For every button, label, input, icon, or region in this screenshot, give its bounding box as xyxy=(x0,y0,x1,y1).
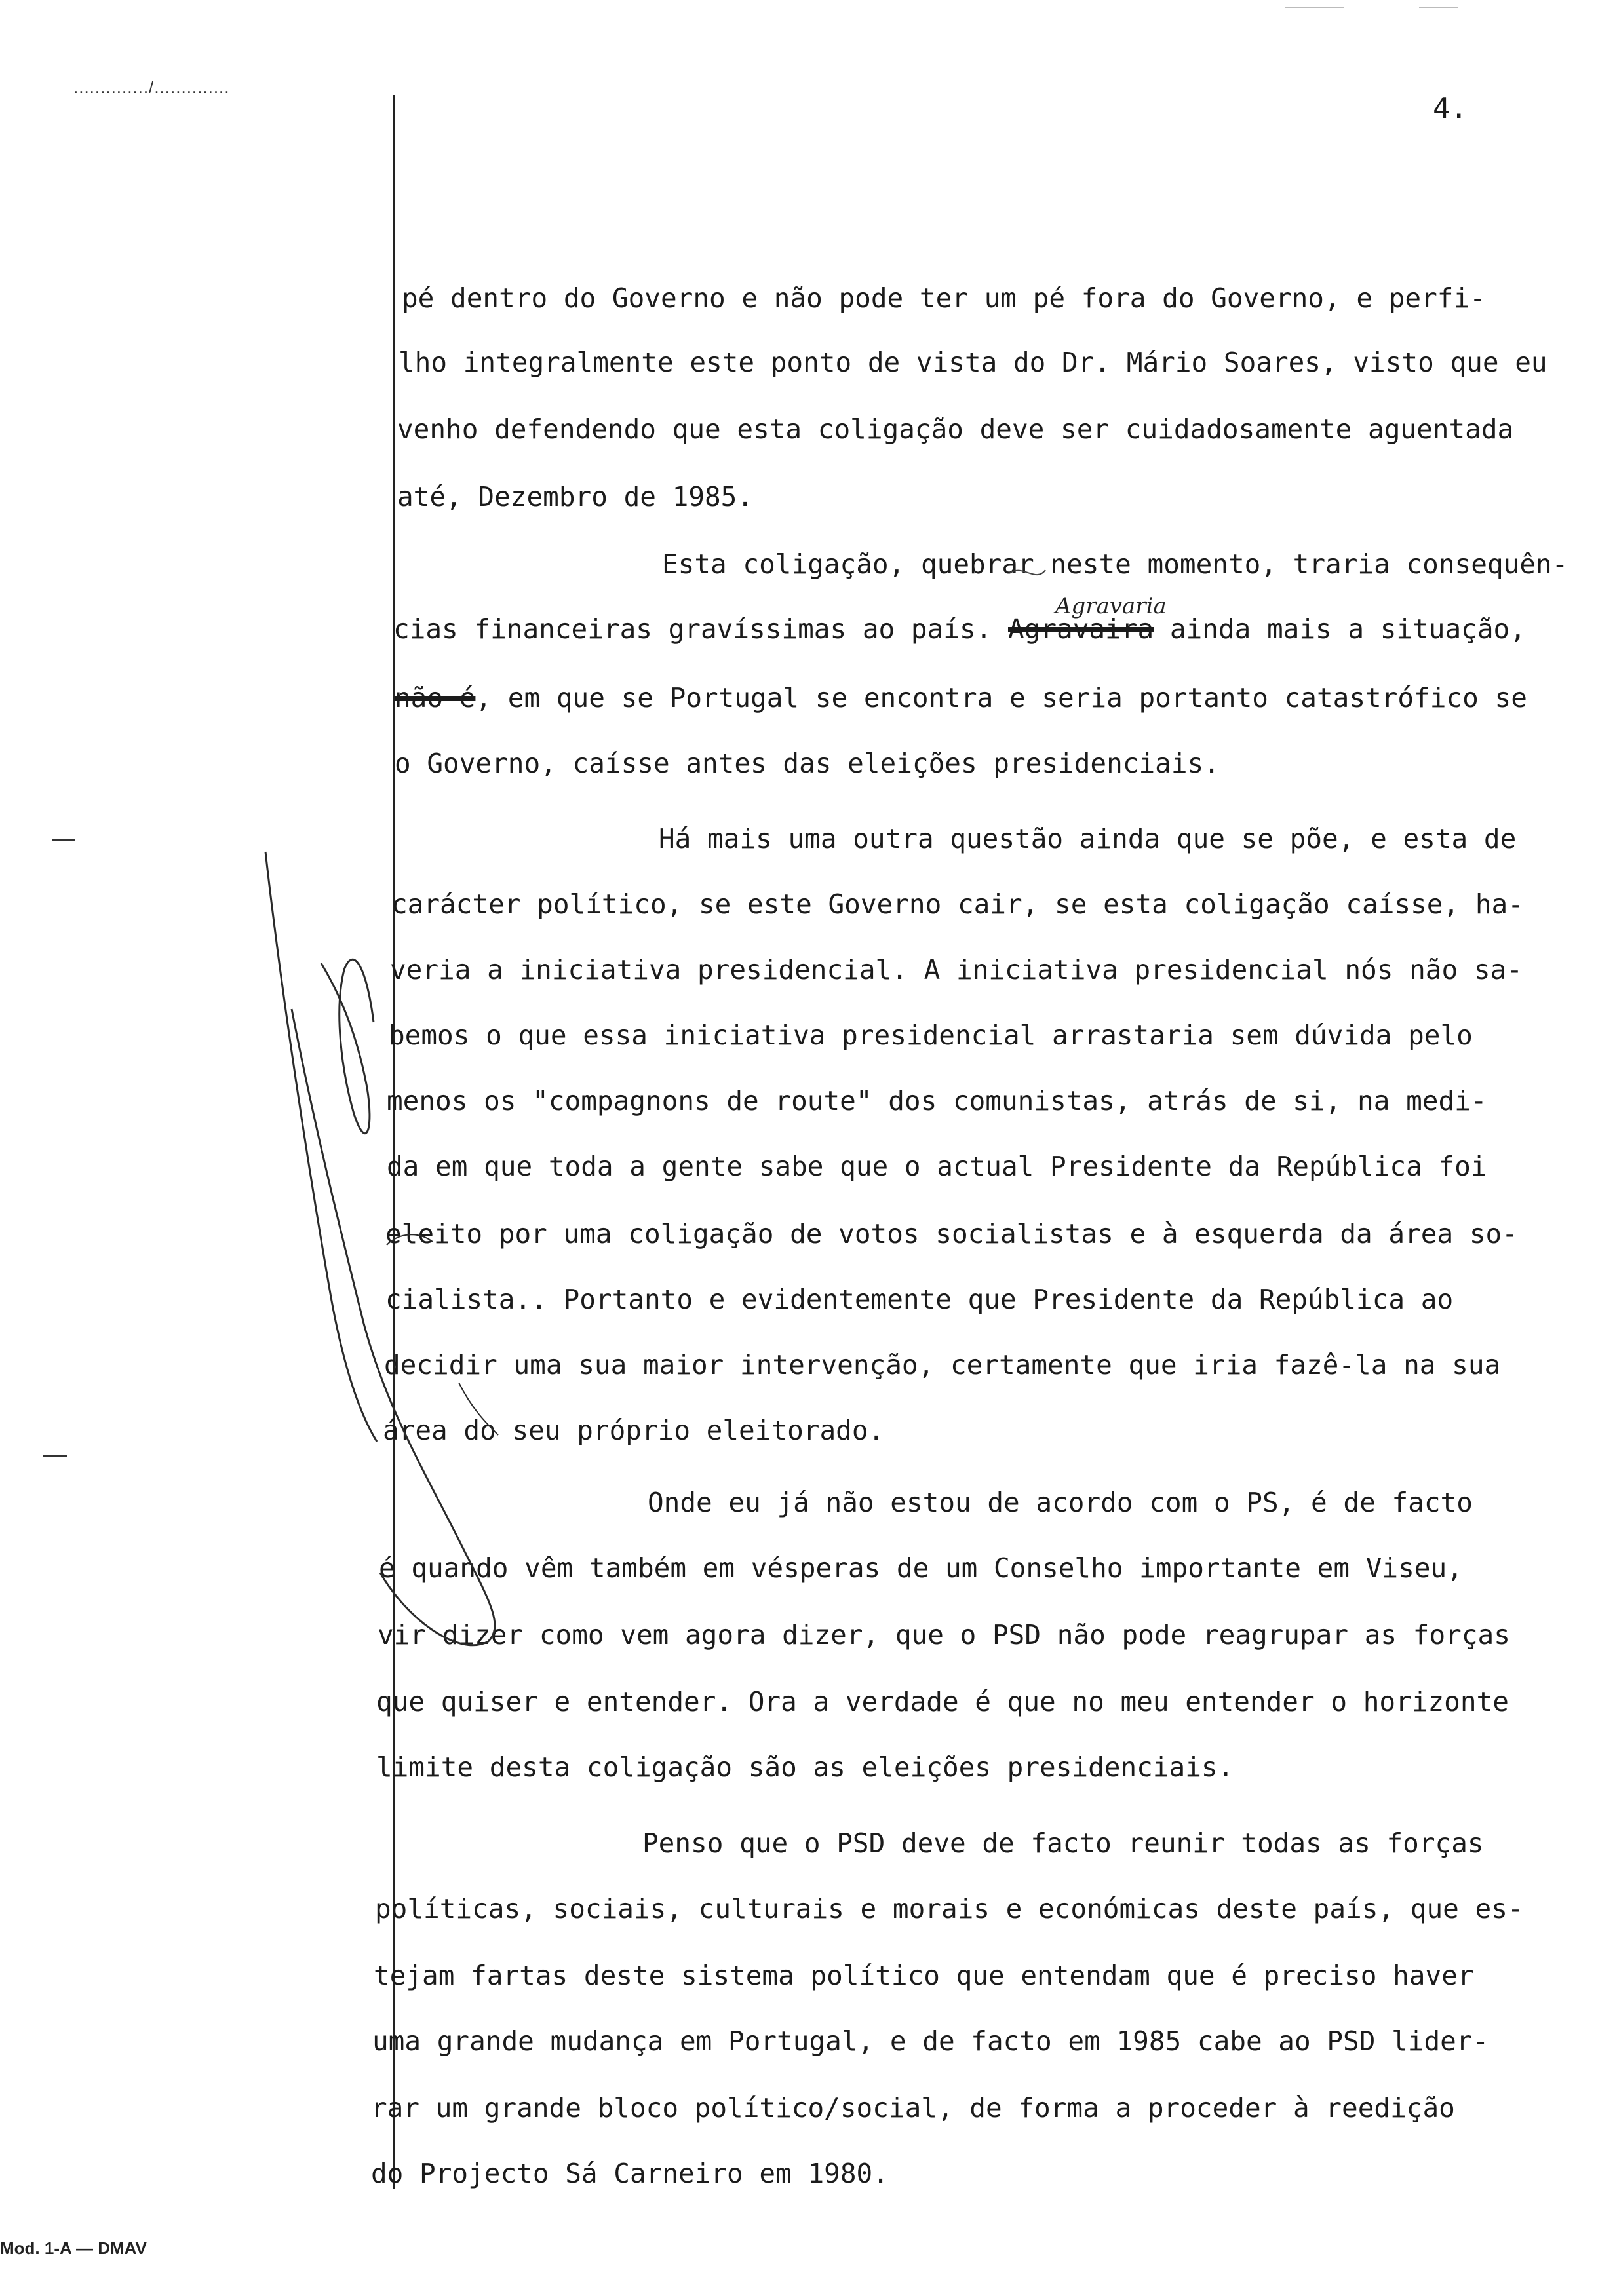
text-line: Há mais uma outra questão ainda que se põe, e esta de xyxy=(659,823,1517,854)
text-line: área do seu próprio eleitorado. xyxy=(383,1415,885,1446)
text-line: veria a iniciativa presidencial. A iniciativa presidencial nós não sa- xyxy=(390,954,1523,985)
text-line: decidir uma sua maior intervenção, certamente que iria fazê-la na sua xyxy=(384,1349,1501,1381)
text-line: políticas, sociais, culturais e morais e económicas deste país, que es- xyxy=(375,1893,1524,1924)
text-line: vir dizer como vem agora dizer, que o PSD não pode reagrupar as forças xyxy=(378,1619,1510,1651)
text-line: é quando vêm também em vésperas de um Conselho importante em Viseu, xyxy=(379,1552,1463,1584)
text-line: uma grande mudança em Portugal, e de facto em 1985 cabe ao PSD lider- xyxy=(372,2025,1489,2057)
text-line: não é, em que se Portugal se encontra e seria portanto catastrófico se xyxy=(395,682,1527,714)
text-line: Onde eu já não estou de acordo com o PS, é de facto xyxy=(648,1487,1473,1518)
text-line: do Projecto Sá Carneiro em 1980. xyxy=(371,2158,889,2189)
text-line: venho defendendo que esta coligação deve ser cuidadosamente aguentada xyxy=(397,413,1514,445)
text-line: eleito por uma coligação de votos socialistas e à esquerda da área so- xyxy=(385,1218,1518,1250)
margin-tick xyxy=(52,839,75,841)
handwritten-correction: Agravaria xyxy=(1055,593,1167,619)
text-line: rar um grande bloco político/social, de forma a proceder à reedição xyxy=(371,2092,1455,2124)
text-line: lho integralmente este ponto de vista do Dr. Mário Soares, visto que eu xyxy=(399,347,1547,378)
text-line: carácter político, se este Governo cair, se esta coligação caísse, ha- xyxy=(391,889,1524,920)
text-line: da em que toda a gente sabe que o actual Presidente da República foi xyxy=(387,1151,1487,1182)
text-line: cialista.. Portanto e evidentemente que Presidente da República ao xyxy=(385,1284,1454,1315)
text-line: pé dentro do Governo e não pode ter um pé fora do Governo, e perfi- xyxy=(402,282,1486,314)
text-line: limite desta coligação são as eleições presidenciais. xyxy=(376,1751,1234,1783)
page-number: 4. xyxy=(1433,92,1468,125)
text-line: cias financeiras gravíssimas ao país. Agravaira ainda mais a situação, xyxy=(393,613,1526,645)
text-line: menos os "compagnons de route" dos comunistas, atrás de si, na medi- xyxy=(387,1085,1487,1117)
text-line: tejam fartas deste sistema político que entendam que é preciso haver xyxy=(374,1960,1474,1991)
text-line: até, Dezembro de 1985. xyxy=(397,481,754,512)
text-line: Esta coligação, quebrar neste momento, traria consequên- xyxy=(662,548,1568,580)
struck-word: não é xyxy=(395,682,476,714)
struck-word: Agravaira xyxy=(1008,613,1154,645)
form-code: Mod. 1-A — DMAV xyxy=(0,2238,147,2258)
page-reference: ............../.............. xyxy=(73,77,230,97)
text-line: bemos o que essa iniciativa presidencial arrastaria sem dúvida pelo xyxy=(389,1020,1473,1051)
text-line: o Governo, caísse antes das eleições presidenciais. xyxy=(395,748,1220,779)
text-line: Penso que o PSD deve de facto reunir todas as forças xyxy=(642,1827,1484,1859)
text-line: que quiser e entender. Ora a verdade é que no meu entender o horizonte xyxy=(376,1686,1509,1717)
margin-tick xyxy=(43,1455,67,1457)
